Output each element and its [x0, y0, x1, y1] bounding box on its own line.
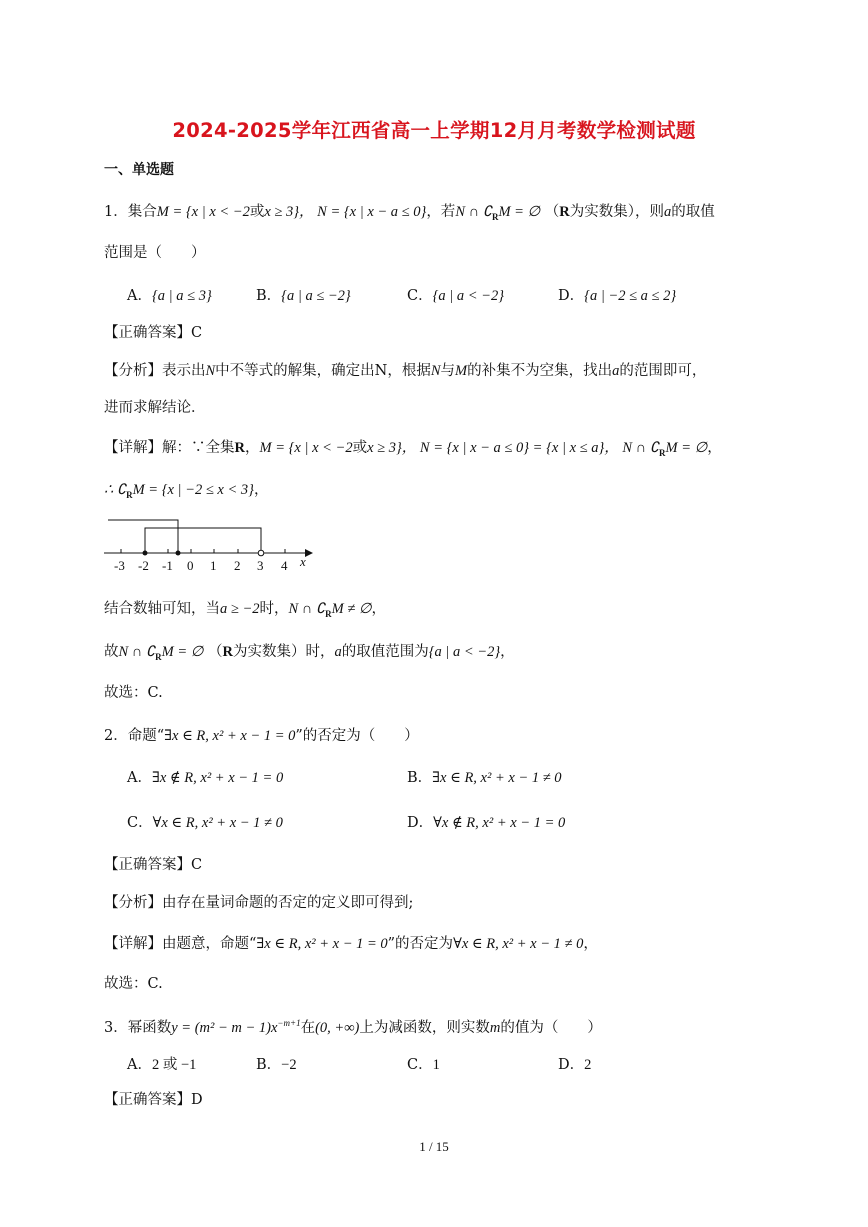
tick-label: 0 — [187, 558, 194, 573]
page-number: 1 / 15 — [419, 1139, 449, 1154]
region-b-bracket — [145, 528, 261, 553]
axis-label: x — [300, 554, 306, 569]
q1-combine-line: 结合数轴可知，当a ≥ −2时，N ∩ $∁_RM$ ≠ ∅， — [104, 601, 387, 619]
q1-answer: 【正确答案】C — [104, 325, 203, 341]
q1-option-a: A．{a | a ≤ 3} — [127, 288, 212, 304]
q1-analysis-line2: 进而求解结论． — [104, 400, 206, 416]
q3-option-c: C．1 — [407, 1057, 440, 1073]
tick-label: -2 — [138, 558, 149, 573]
closed-point — [176, 551, 181, 556]
region-a-bracket — [108, 520, 178, 553]
tick-label: -1 — [162, 558, 173, 573]
q2-choose: 故选：C. — [104, 976, 163, 992]
q2-analysis: 【分析】由存在量词命题的否定的定义即可得到; — [104, 895, 414, 911]
q2-option-c: C．∀x ∈ R, x² + x − 1 ≠ 0 — [127, 815, 283, 831]
number-line-diagram — [100, 512, 320, 576]
tick-label: 2 — [234, 558, 241, 573]
q1-detail-line2: ∴ $∁_RM = \{x$ | −2 ≤ x < 3}， — [104, 482, 269, 500]
axis-arrow — [305, 549, 313, 557]
q2-option-d: D．∀x ∉ R, x² + x − 1 = 0 — [407, 815, 566, 831]
page-title: 2024-2025学年江西省高一上学期12月月考数学检测试题 — [172, 119, 696, 142]
q1-option-b: B．{a | a ≤ −2} — [256, 288, 351, 304]
section-heading: 一、单选题 — [104, 162, 174, 178]
open-point — [258, 550, 264, 556]
q2-option-a: A．∃x ∉ R, x² + x − 1 = 0 — [127, 770, 284, 786]
tick-label: 1 — [210, 558, 217, 573]
q1-choose: 故选：C. — [104, 685, 163, 701]
tick-label: -3 — [114, 558, 125, 573]
q1-option-c: C．{a | a < −2} — [407, 288, 505, 304]
q1-conclusion-line: 故N ∩ $∁_RM$ = ∅ （R为实数集）时，a的取值范围为{a | a < −2}， — [104, 644, 515, 662]
q1-option-d: D．{a | −2 ≤ a ≤ 2} — [558, 288, 677, 304]
tick-label: 4 — [281, 558, 288, 573]
q3-option-a: A．2 或 −1 — [127, 1057, 197, 1073]
q3-answer: 【正确答案】D — [104, 1092, 203, 1108]
q3-stem: 3．幂函数$y = (m^2 - m - 1)x^{-m+1}$在(0, +∞)上为减函数，则实数m的值为（ ） — [104, 1018, 602, 1036]
q2-detail: 【详解】由题意，命题“∃x ∈ R, x² + x − 1 = 0”的否定为∀x ∈ R, x² + x − 1 ≠ 0， — [104, 936, 598, 952]
q2-stem: 2．命题“∃x ∈ R, x² + x − 1 = 0”的否定为（ ） — [104, 728, 419, 744]
q3-option-b: B．−2 — [256, 1057, 297, 1073]
q1-detail-line1: 【详解】解：∵全集R，M = {x | x < −2或x ≥ 3}， N = {x | x − a ≤ 0} = {x | x ≤ a}， N ∩ $∁_RM$ = ∅， — [104, 440, 722, 458]
closed-point — [143, 551, 148, 556]
q1-analysis-line1: 【分析】表示出N中不等式的解集，确定出N，根据N与M的补集不为空集，找出a的范围即可， — [104, 363, 707, 379]
q1-stem-line2: 范围是（ ） — [104, 245, 206, 261]
tick-label: 3 — [257, 558, 264, 573]
q2-answer: 【正确答案】C — [104, 857, 203, 873]
q2-option-b: B．∃x ∈ R, x² + x − 1 ≠ 0 — [407, 770, 562, 786]
q3-option-d: D．2 — [558, 1057, 592, 1073]
q1-stem-line1: 1．集合M = {x | x < −2或x ≥ 3}， N = {x | x − a ≤ 0}，若N ∩ $∁_RM$ = ∅ （R为实数集），则a的取值 — [104, 204, 715, 222]
